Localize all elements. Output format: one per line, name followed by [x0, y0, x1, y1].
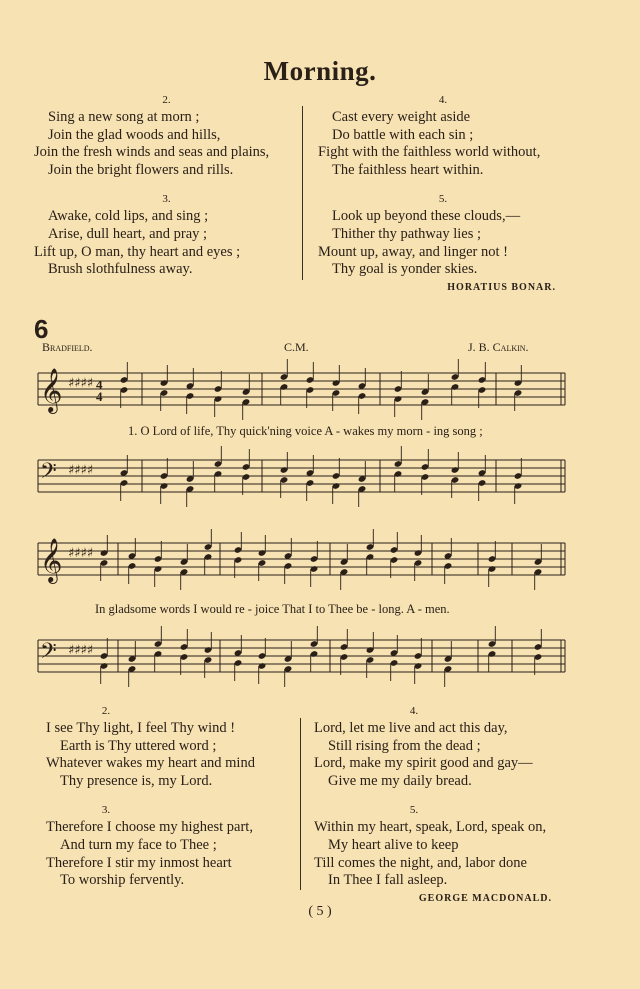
time-signature: 4 [96, 389, 103, 404]
hymn-number: 6 [34, 314, 49, 344]
tune-meter: C.M. [284, 340, 309, 354]
key-signature: ♯♯♯♯ [68, 376, 94, 391]
lyrics-line-2: In gladsome words I would re - joice That I to Thee be - long. A - men. [95, 602, 450, 616]
verse-line: Within my heart, speak, Lord, speak on, [314, 819, 547, 836]
verse-line: Whatever wakes my heart and mind [46, 755, 255, 772]
page-title: Morning. [263, 56, 377, 86]
verse-line: Give me my daily bread. [328, 772, 472, 789]
verse-number: 5. [409, 804, 419, 817]
verse-line: Awake, cold lips, and sing ; [48, 208, 209, 225]
page-number: ( 5 ) [308, 904, 332, 919]
verse-line: Lift up, O man, thy heart and eyes ; [34, 243, 241, 260]
verse-line: Join the fresh winds and seas and plains, [34, 144, 270, 161]
column-divider [300, 718, 301, 890]
verse-number: 5. [438, 193, 448, 206]
verse-number: 4. [438, 94, 448, 106]
verse-number: 2. [101, 705, 111, 717]
verse-line: And turn my face to Thee ; [60, 836, 217, 853]
tune-composer: J. B. Calkin. [468, 340, 529, 354]
verse-line: Therefore I choose my highest part, [46, 819, 253, 836]
author-credit: HORATIUS BONAR. [447, 282, 556, 293]
treble-clef-icon: 𝄞 [40, 538, 63, 582]
verse-line: My heart alive to keep [328, 836, 459, 853]
verse-line: Still rising from the dead ; [328, 737, 481, 754]
verse-line: Thither thy pathway lies ; [332, 225, 481, 242]
bass-clef-icon: 𝄢 [40, 639, 57, 669]
verse-number: 3. [162, 193, 171, 206]
verse-line: Therefore I stir my inmost heart [46, 854, 232, 871]
bottom-hymn-left-column [46, 703, 301, 890]
verse-number: 4. [409, 705, 419, 717]
treble-clef-icon: 𝄞 [40, 368, 63, 412]
key-signature: ♯♯♯♯ [68, 546, 94, 561]
verse-line: Lord, let me live and act this day, [314, 720, 508, 736]
verse-number: 3. [101, 804, 111, 817]
verse-line: Thy presence is, my Lord. [60, 772, 213, 789]
verse-line: Mount up, away, and linger not ! [318, 243, 508, 260]
verse-line: Lord, make my spirit good and gay— [314, 755, 533, 772]
verse-line: Earth is Thy uttered word ; [60, 737, 217, 754]
verse-line: Look up beyond these clouds,— [332, 208, 521, 225]
bass-clef-icon: 𝄢 [40, 459, 57, 489]
verse-line: Join the bright flowers and rills. [48, 161, 234, 178]
lyrics-line-1: 1. O Lord of life, Thy quick'ning voice A - wakes my morn - ing song ; [128, 424, 483, 438]
key-signature: ♯♯♯♯ [68, 463, 94, 478]
verse-line: Join the glad woods and hills, [48, 126, 221, 143]
time-signature: 4 [96, 377, 103, 392]
verse-line: The faithless heart within. [332, 161, 484, 178]
verse-line: Arise, dull heart, and pray ; [48, 225, 208, 242]
key-signature: ♯♯♯♯ [68, 643, 94, 658]
verse-line: Till comes the night, and, labor done [314, 854, 527, 871]
verse-line: Thy goal is yonder skies. [332, 261, 478, 278]
verse-line: Brush slothfulness away. [48, 261, 193, 278]
verse-line: I see Thy light, I feel Thy wind ! [46, 720, 236, 736]
verse-line: Do battle with each sin ; [332, 126, 474, 143]
verse-line: To worship fervently. [60, 872, 185, 889]
bottom-hymn-right-column [314, 703, 574, 890]
tune-name: Bradfield. [42, 340, 93, 354]
verse-number: 2. [162, 94, 171, 106]
verse-line: In Thee I fall asleep. [328, 872, 448, 889]
author-credit: GEORGE MACDONALD. [418, 893, 552, 904]
verse-line: Cast every weight aside [332, 109, 471, 125]
verse-line: Fight with the faithless world without, [318, 144, 541, 161]
verse-line: Sing a new song at morn ; [48, 109, 200, 125]
